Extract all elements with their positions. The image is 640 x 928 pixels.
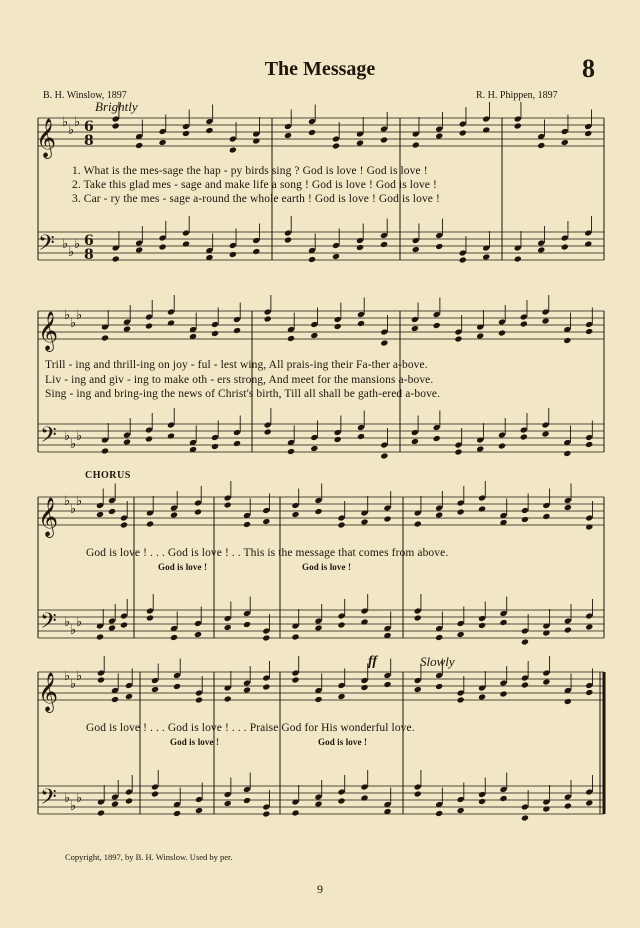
chorus-echo-1b: God is love ! xyxy=(302,562,352,572)
clef: 𝄢 xyxy=(40,423,57,453)
treble-note xyxy=(457,508,465,515)
composer-credit: R. H. Phippen, 1897 xyxy=(476,90,558,101)
treble-note xyxy=(262,683,270,690)
bass-note xyxy=(498,442,506,449)
treble-note xyxy=(135,142,143,149)
treble-note xyxy=(123,325,131,332)
bass-note xyxy=(135,246,143,253)
bass-note xyxy=(112,255,120,262)
bass-note xyxy=(332,253,340,260)
bass-note xyxy=(264,428,272,435)
treble-note xyxy=(514,122,522,129)
treble-note xyxy=(205,127,213,134)
bass-note xyxy=(521,638,529,645)
bass-note xyxy=(229,251,237,258)
treble-note xyxy=(478,693,486,700)
treble-note xyxy=(478,505,486,512)
treble-note xyxy=(243,521,251,528)
bass-note xyxy=(457,807,465,814)
clef: 𝄢 xyxy=(40,609,57,639)
flat-sign: ♭ xyxy=(68,123,75,138)
treble-note xyxy=(542,513,550,520)
bass-note xyxy=(360,618,368,625)
bass-note xyxy=(337,621,345,628)
bass-note xyxy=(499,795,507,802)
flat-sign: ♭ xyxy=(70,677,77,692)
treble-note xyxy=(145,322,153,329)
chorus-echo-2b: God is love ! xyxy=(318,737,368,747)
flat-sign: ♭ xyxy=(76,791,83,806)
treble-note xyxy=(284,132,292,139)
chorus-echo-2a: God is love ! xyxy=(170,737,220,747)
bass-note xyxy=(478,798,486,805)
treble-note xyxy=(454,335,462,342)
bass-note xyxy=(435,810,443,817)
treble-note xyxy=(563,337,571,344)
clef: 𝄞 xyxy=(38,311,59,351)
treble-note xyxy=(521,516,529,523)
treble-note xyxy=(182,130,190,137)
flat-sign: ♭ xyxy=(70,316,77,331)
treble-note xyxy=(112,122,120,129)
treble-note xyxy=(482,126,490,133)
bass-note xyxy=(499,619,507,626)
treble-note xyxy=(459,129,467,136)
treble-note xyxy=(310,332,318,339)
bass-note xyxy=(537,246,545,253)
time-signature: 6 xyxy=(84,233,94,249)
verse-2-line-2: Liv - ing and giv - ing to make oth - ers strong, And meet for the mansions a-bove. xyxy=(45,374,434,386)
flat-sign: ♭ xyxy=(74,237,81,252)
treble-note xyxy=(564,504,572,511)
bass-note xyxy=(411,438,419,445)
bass-note xyxy=(233,440,241,447)
treble-note xyxy=(561,139,569,146)
bass-note xyxy=(357,433,365,440)
treble-note xyxy=(542,317,550,324)
treble-note xyxy=(195,696,203,703)
treble-note xyxy=(170,511,178,518)
clef: 𝄢 xyxy=(38,231,55,261)
treble-note xyxy=(252,137,260,144)
treble-note xyxy=(499,690,507,697)
treble-note xyxy=(334,323,342,330)
bass-note xyxy=(514,255,522,262)
bass-note xyxy=(120,621,128,628)
clef: 𝄞 xyxy=(38,497,59,537)
treble-note xyxy=(233,327,241,334)
flat-sign: ♭ xyxy=(64,308,71,323)
bass-note xyxy=(482,253,490,260)
treble-note xyxy=(262,518,270,525)
bass-note xyxy=(182,240,190,247)
treble-note xyxy=(435,683,443,690)
chorus-line-1: God is love ! . . . God is love ! . . This is the message that comes from above. xyxy=(86,547,449,559)
treble-note xyxy=(243,686,251,693)
treble-note xyxy=(476,332,484,339)
treble-note xyxy=(585,523,593,530)
bass-note xyxy=(380,452,388,459)
flat-sign: ♭ xyxy=(64,669,71,684)
bass-note xyxy=(145,435,153,442)
flat-sign: ♭ xyxy=(62,115,69,130)
bass-note xyxy=(412,246,420,253)
bass-note xyxy=(224,624,232,631)
dynamic-fortissimo: ff xyxy=(368,654,378,669)
treble-note xyxy=(542,678,550,685)
treble-note xyxy=(521,681,529,688)
bass-note xyxy=(478,622,486,629)
treble-note xyxy=(173,683,181,690)
treble-note xyxy=(108,508,116,515)
bass-note xyxy=(521,814,529,821)
treble-note xyxy=(435,511,443,518)
bass-note xyxy=(310,445,318,452)
treble-note xyxy=(291,676,299,683)
flat-sign: ♭ xyxy=(76,429,83,444)
treble-note xyxy=(264,315,272,322)
chorus-line-2: God is love ! . . . God is love ! . . . Praise God for His wonderful love. xyxy=(86,722,415,734)
bass-note xyxy=(435,243,443,250)
treble-note xyxy=(314,508,322,515)
flat-sign: ♭ xyxy=(64,615,71,630)
bass-note xyxy=(457,631,465,638)
flat-sign: ♭ xyxy=(64,494,71,509)
bass-note xyxy=(97,809,105,816)
hymn-title: The Message xyxy=(264,58,376,80)
treble-note xyxy=(414,520,422,527)
treble-note xyxy=(585,689,593,696)
treble-note xyxy=(111,696,119,703)
tempo-marking-brightly: Brightly xyxy=(95,99,138,114)
bass-note xyxy=(476,445,484,452)
bass-note xyxy=(563,450,571,457)
bass-note xyxy=(542,805,550,812)
verse-3-line-1: 3. Car - ry the mes - sage a-round the whole earth ! God is love ! God is love ! xyxy=(72,193,440,205)
verse-2-line-1: 2. Take this glad mes - sage and make life a song ! God is love ! God is love ! xyxy=(72,179,437,191)
bass-note xyxy=(414,614,422,621)
bass-note xyxy=(308,256,316,263)
treble-note xyxy=(194,508,202,515)
treble-note xyxy=(96,511,104,518)
hymn-number: 8 xyxy=(582,54,595,83)
treble-note xyxy=(151,686,159,693)
copyright-notice: Copyright, 1897, by B. H. Winslow. Used by per. xyxy=(65,852,233,862)
bass-note xyxy=(111,800,119,807)
flat-sign: ♭ xyxy=(70,623,77,638)
bass-note xyxy=(146,614,154,621)
bass-note xyxy=(334,436,342,443)
bass-note xyxy=(585,799,593,806)
treble-note xyxy=(357,320,365,327)
bass-note xyxy=(454,448,462,455)
bass-note xyxy=(243,621,251,628)
treble-note xyxy=(435,132,443,139)
bass-note xyxy=(284,236,292,243)
treble-note xyxy=(585,328,593,335)
treble-note xyxy=(584,130,592,137)
treble-note xyxy=(101,334,109,341)
bass-note xyxy=(585,623,593,630)
treble-note xyxy=(224,501,232,508)
treble-note xyxy=(224,695,232,702)
bass-note xyxy=(380,241,388,248)
bass-note xyxy=(195,807,203,814)
treble-note xyxy=(457,696,465,703)
bass-note xyxy=(262,810,270,817)
bass-note xyxy=(356,244,364,251)
chorus-label: CHORUS xyxy=(85,470,131,481)
treble-note xyxy=(120,521,128,528)
treble-note xyxy=(433,322,441,329)
treble-note xyxy=(564,698,572,705)
bass-note xyxy=(561,243,569,250)
bass-note xyxy=(167,432,175,439)
author-credit: B. H. Winslow, 1897 xyxy=(43,90,127,101)
chorus-echo-1a: God is love ! xyxy=(158,562,208,572)
flat-sign: ♭ xyxy=(74,115,81,130)
bass-note xyxy=(291,633,299,640)
bass-note xyxy=(96,633,104,640)
clef: 𝄞 xyxy=(36,118,57,158)
treble-note xyxy=(211,330,219,337)
time-signature: 8 xyxy=(84,247,94,263)
bass-note xyxy=(435,634,443,641)
flat-sign: ♭ xyxy=(68,245,75,260)
treble-note xyxy=(383,515,391,522)
flat-sign: ♭ xyxy=(64,791,71,806)
bass-note xyxy=(159,243,167,250)
bass-note xyxy=(542,629,550,636)
bass-note xyxy=(584,240,592,247)
bass-note xyxy=(459,256,467,263)
clef: 𝄢 xyxy=(40,785,57,815)
treble-note xyxy=(337,693,345,700)
flat-sign: ♭ xyxy=(76,615,83,630)
treble-note xyxy=(159,139,167,146)
bass-note xyxy=(360,794,368,801)
treble-note xyxy=(332,142,340,149)
bass-note xyxy=(211,443,219,450)
bass-note xyxy=(564,626,572,633)
bass-note xyxy=(314,800,322,807)
flat-sign: ♭ xyxy=(76,669,83,684)
bass-note xyxy=(291,809,299,816)
tempo-marking-slowly: Slowly xyxy=(420,654,455,669)
bass-note xyxy=(314,624,322,631)
treble-note xyxy=(291,511,299,518)
treble-note xyxy=(337,521,345,528)
treble-note xyxy=(380,136,388,143)
bass-note xyxy=(287,448,295,455)
verse-1-line-2: Trill - ing and thrill-ing on joy - ful - lest wing, All prais-ing their Fa-ther a-bove. xyxy=(45,359,428,371)
treble-note xyxy=(412,141,420,148)
bass-note xyxy=(101,447,109,454)
treble-note xyxy=(414,686,422,693)
treble-note xyxy=(537,142,545,149)
treble-note xyxy=(146,520,154,527)
bass-note xyxy=(224,800,232,807)
flat-sign: ♭ xyxy=(62,237,69,252)
bass-note xyxy=(585,441,593,448)
bass-note xyxy=(194,631,202,638)
bass-note xyxy=(243,797,251,804)
bass-note xyxy=(123,438,131,445)
verse-3-line-2: Sing - ing and bring-ing the news of Christ's birth, Till all shall be gath-ered a-bove. xyxy=(45,388,441,400)
treble-note xyxy=(360,684,368,691)
treble-note xyxy=(308,129,316,136)
bass-note xyxy=(262,634,270,641)
bass-note xyxy=(520,433,528,440)
treble-note xyxy=(498,329,506,336)
treble-note xyxy=(314,696,322,703)
bass-note xyxy=(564,802,572,809)
treble-note xyxy=(125,693,133,700)
flat-sign: ♭ xyxy=(70,502,77,517)
bass-note xyxy=(542,430,550,437)
treble-note xyxy=(287,335,295,342)
flat-sign: ♭ xyxy=(64,429,71,444)
flat-sign: ♭ xyxy=(76,494,83,509)
treble-note xyxy=(229,146,237,153)
treble-note xyxy=(383,681,391,688)
bass-note xyxy=(151,790,159,797)
flat-sign: ♭ xyxy=(70,437,77,452)
treble-note xyxy=(520,320,528,327)
treble-note xyxy=(167,319,175,326)
verse-1-line-1: 1. What is the mes-sage the hap - py birds sing ? God is love ! God is love ! xyxy=(72,165,428,177)
page-number: 9 xyxy=(317,882,323,896)
bass-note xyxy=(337,797,345,804)
treble-note xyxy=(97,676,105,683)
time-signature: 8 xyxy=(84,133,94,149)
treble-note xyxy=(356,139,364,146)
treble-note xyxy=(411,325,419,332)
clef: 𝄞 xyxy=(38,672,59,712)
bass-note xyxy=(108,624,116,631)
flat-sign: ♭ xyxy=(70,799,77,814)
bass-note xyxy=(433,435,441,442)
time-signature: 6 xyxy=(84,119,94,135)
bass-note xyxy=(252,248,260,255)
bass-note xyxy=(414,790,422,797)
bass-note xyxy=(170,634,178,641)
bass-note xyxy=(173,810,181,817)
treble-note xyxy=(380,339,388,346)
bass-note xyxy=(125,797,133,804)
flat-sign: ♭ xyxy=(76,308,83,323)
treble-note xyxy=(360,518,368,525)
